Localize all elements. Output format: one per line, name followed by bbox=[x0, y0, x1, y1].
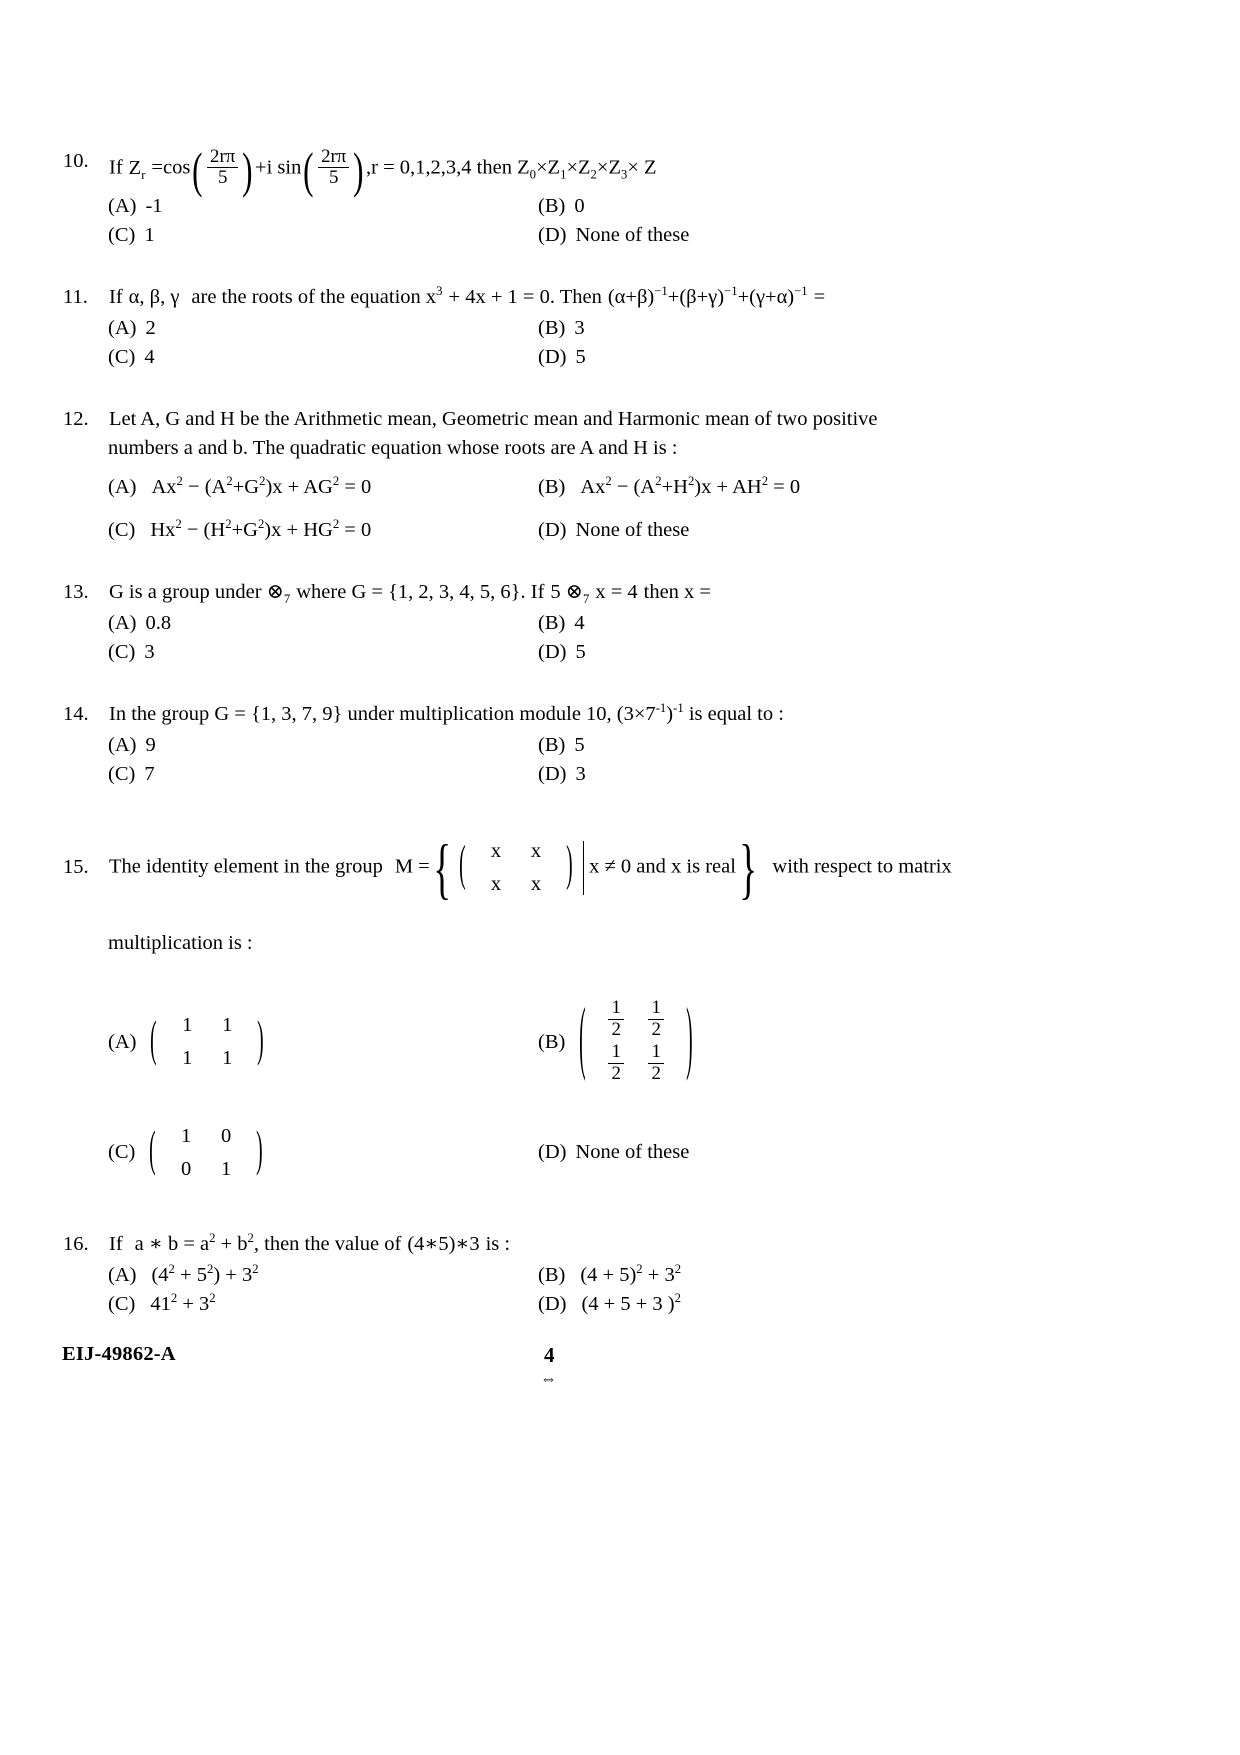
question-16 bbox=[62, 1231, 1152, 1319]
question-10-stem bbox=[62, 141, 1152, 198]
q10-lead: If bbox=[109, 156, 123, 179]
matrix-row: 1 1 bbox=[182, 1047, 233, 1070]
questions-container bbox=[62, 141, 1152, 1319]
option-12-A[interactable]: (A) $Ax^2 - (A^2+G^2)x + AG^2 = 0$ bbox=[108, 473, 538, 502]
question-15-number: 15. bbox=[63, 856, 89, 879]
matrix-left-paren: ( bbox=[150, 1012, 158, 1067]
question-13-options bbox=[108, 609, 1152, 667]
question-12-number: 12. bbox=[63, 407, 89, 430]
matrix-right-paren: ) bbox=[686, 994, 693, 1083]
option-row bbox=[108, 473, 1152, 502]
question-13-text: G is a group under $\otimes_7$ where G = {1, 2, 3, 4, 5, 6}. If 5 $\otimes_7$ x = 4 then x = bbox=[109, 581, 711, 607]
option-10-B[interactable]: (B) 0 bbox=[538, 194, 585, 217]
option-15-C-matrix bbox=[144, 1118, 268, 1188]
option-11-A[interactable]: (A) 2 bbox=[108, 316, 156, 339]
option-12-D[interactable]: (D) None of these bbox=[538, 519, 690, 542]
question-11-number: 11. bbox=[63, 285, 88, 308]
option-row bbox=[108, 314, 1152, 343]
q10-cos: cos bbox=[162, 156, 191, 179]
question-15-text: The identity element in the group M ={ ( x x x x ) x ≠ 0 and x is real} with respect to matrix bbox=[109, 830, 952, 906]
question-11-stem bbox=[62, 284, 1152, 312]
matrix-left-paren: ( bbox=[149, 1123, 156, 1178]
option-10-C[interactable]: (C) 1 bbox=[108, 223, 155, 246]
question-13-stem bbox=[62, 579, 1152, 607]
option-10-D[interactable]: (D) None of these bbox=[538, 223, 690, 246]
question-13-number: 13. bbox=[63, 581, 89, 604]
option-12-B[interactable]: (B) $Ax^2 - (A^2+H^2)x + AH^2 = 0$ bbox=[538, 473, 1152, 502]
option-row bbox=[108, 609, 1152, 638]
option-15-A-matrix bbox=[145, 1007, 269, 1077]
option-13-D[interactable]: (D) 5 bbox=[538, 641, 586, 664]
q10-frac-1: $\frac{2r\pi}{5}$ bbox=[207, 147, 238, 189]
question-12-text-line1: Let A, G and H be the Arithmetic mean, Geometric mean and Harmonic mean of two positive bbox=[109, 407, 878, 430]
question-16-stem bbox=[62, 1231, 1152, 1259]
option-15-D[interactable]: (D) None of these bbox=[538, 1141, 690, 1164]
paper-code: EIJ-49862-A bbox=[62, 1343, 176, 1365]
option-15-B[interactable]: (B) ( $\frac{1}{2}$ $\frac{1}{2}$ $\frac{1}{2}$ $\frac{1}{2}$ ) bbox=[538, 996, 1152, 1087]
question-15-text-line2: multiplication is : bbox=[108, 931, 253, 954]
question-10-options bbox=[108, 192, 1152, 250]
question-14-text: In the group G = {1, 3, 7, 9} under multiplication module 10, $(3\times 7^{-1})^{-1}$ is equal to : bbox=[109, 701, 784, 726]
option-12-C[interactable]: (C) $Hx^2 - (H^2+G^2)x + HG^2 = 0$ bbox=[108, 516, 538, 545]
matrix-row bbox=[596, 1042, 676, 1086]
option-row bbox=[108, 760, 1152, 789]
option-14-D[interactable]: (D) 3 bbox=[538, 763, 586, 786]
question-11-text: If α, β, γ are the roots of the equation $x^3 + 4x + 1 = 0$. Then $(\alpha+\beta)^{-1}+(\beta+\gamma)^{-1}+(\gamma+\alpha)^{-1}$ = bbox=[109, 284, 826, 308]
option-15-C[interactable]: (C) ( 1 0 0 1 ) bbox=[108, 1118, 538, 1188]
question-14-options bbox=[108, 731, 1152, 789]
page-number: 4 bbox=[544, 1343, 555, 1367]
question-15 bbox=[62, 830, 1152, 1187]
option-row bbox=[108, 343, 1152, 372]
option-16-A[interactable]: (A) $(4^2 + 5^2) + 3^2$ bbox=[108, 1262, 259, 1287]
question-16-number: 16. bbox=[63, 1233, 89, 1256]
option-row bbox=[108, 516, 1152, 545]
question-15-options bbox=[108, 996, 1152, 1187]
option-12-B-expr: $Ax^2 - (A^2+H^2)x + AH^2 = 0$ bbox=[580, 474, 801, 499]
question-15-stem bbox=[62, 830, 1152, 906]
fraction: $\frac{1}{2}$ bbox=[608, 1042, 623, 1084]
option-15-B-matrix bbox=[574, 996, 698, 1087]
turn-over-icon: ⇔ bbox=[540, 1369, 557, 1388]
option-row bbox=[108, 731, 1152, 760]
option-11-C[interactable]: (C) 4 bbox=[108, 345, 155, 368]
option-row bbox=[108, 221, 1152, 250]
option-14-C[interactable]: (C) 7 bbox=[108, 763, 155, 786]
matrix-left-paren: ( bbox=[459, 837, 466, 892]
matrix-row: x x bbox=[490, 872, 542, 895]
fraction: $\frac{1}{2}$ bbox=[648, 1042, 663, 1084]
question-10-number: 10. bbox=[63, 150, 89, 172]
option-row bbox=[108, 1290, 1152, 1319]
option-14-A[interactable]: (A) 9 bbox=[108, 734, 156, 756]
q10-eq: = bbox=[151, 156, 163, 179]
option-row bbox=[108, 192, 1152, 221]
q11-greeks: α, β, γ bbox=[128, 285, 180, 308]
matrix-row: 1 1 bbox=[182, 1014, 233, 1037]
question-12-text-line2: numbers a and b. The quadratic equation whose roots are A and H is : bbox=[108, 436, 678, 459]
set-divider-bar bbox=[583, 841, 584, 895]
matrix-right-paren: ) bbox=[566, 837, 573, 892]
option-13-C[interactable]: (C) 3 bbox=[108, 641, 155, 664]
matrix-row: 1 0 bbox=[181, 1124, 232, 1147]
q11-expr: $(\alpha+\beta)^{-1}+(\beta+\gamma)^{-1}+(\gamma+\alpha)^{-1}$ = bbox=[607, 284, 826, 308]
question-16-text: If a ∗ $b = a^2 + b^2$, then the value of (4∗5)∗3 is : bbox=[109, 1231, 511, 1256]
matrix-right-paren: ) bbox=[256, 1123, 263, 1178]
option-11-D[interactable]: (D) 5 bbox=[538, 345, 586, 368]
q10-frac-2: $\frac{2r\pi}{5}$ bbox=[318, 147, 349, 189]
q10-tail: ,r = 0,1,2,3,4 then Z bbox=[366, 156, 530, 179]
option-14-B[interactable]: (B) 5 bbox=[538, 734, 585, 756]
q15-set-matrix bbox=[454, 833, 578, 903]
q15-condition: x ≠ 0 and x is real bbox=[589, 855, 736, 878]
question-14 bbox=[62, 701, 1152, 789]
option-16-B[interactable]: (B) $(4 + 5)^2 + 3^2$ bbox=[538, 1262, 682, 1287]
q15-m-label: M = bbox=[394, 855, 430, 878]
question-12-options bbox=[108, 473, 1152, 545]
matrix-row bbox=[596, 998, 676, 1042]
question-16-options bbox=[108, 1261, 1152, 1319]
matrix-left-paren: ( bbox=[579, 994, 586, 1083]
fraction: $\frac{1}{2}$ bbox=[648, 998, 663, 1040]
option-15-A[interactable]: (A) ( 1 1 1 1 ) bbox=[108, 1007, 538, 1077]
option-row bbox=[108, 996, 1152, 1087]
option-row bbox=[108, 638, 1152, 667]
option-10-A[interactable]: (A) -1 bbox=[108, 194, 163, 217]
question-11 bbox=[62, 284, 1152, 372]
option-row bbox=[108, 1261, 1152, 1290]
question-14-number: 14. bbox=[63, 703, 89, 726]
question-14-stem bbox=[62, 701, 1152, 729]
option-12-C-expr: $Hx^2 - (H^2+G^2)x + HG^2 = 0$ bbox=[150, 517, 372, 542]
option-16-C[interactable]: (C) $41^2 + 3^2$ bbox=[108, 1291, 216, 1316]
option-13-B[interactable]: (B) 4 bbox=[538, 612, 585, 635]
question-10-text: If $Z_r =\cos$( $\frac{2r\pi}{5}$ ) +i sin( $\frac{2r\pi}{5}$ ) ,r = 0,1,2,3,4 then $Z_0\times Z_1\times Z_2\times Z_3\times Z$ bbox=[109, 141, 657, 198]
matrix-row: 0 1 bbox=[181, 1157, 232, 1180]
option-16-D[interactable]: (D) (4 + 5 + 3 )$^2$ bbox=[538, 1291, 681, 1316]
question-11-options bbox=[108, 314, 1152, 372]
fraction: $\frac{1}{2}$ bbox=[608, 998, 623, 1040]
question-12-stem bbox=[62, 406, 1152, 434]
question-13 bbox=[62, 579, 1152, 667]
option-11-B[interactable]: (B) 3 bbox=[538, 316, 585, 339]
question-10 bbox=[62, 141, 1152, 250]
matrix-right-paren: ) bbox=[257, 1012, 264, 1067]
q10-plus-i-sin: +i sin bbox=[255, 156, 302, 179]
option-12-A-expr: $Ax^2 - (A^2+G^2)x + AG^2 = 0$ bbox=[151, 474, 372, 499]
question-12 bbox=[62, 406, 1152, 546]
option-13-A[interactable]: (A) 0.8 bbox=[108, 612, 172, 635]
matrix-row: x x bbox=[490, 840, 542, 863]
option-row bbox=[108, 1118, 1152, 1188]
q10-zr: $Z_r$ bbox=[128, 156, 146, 182]
